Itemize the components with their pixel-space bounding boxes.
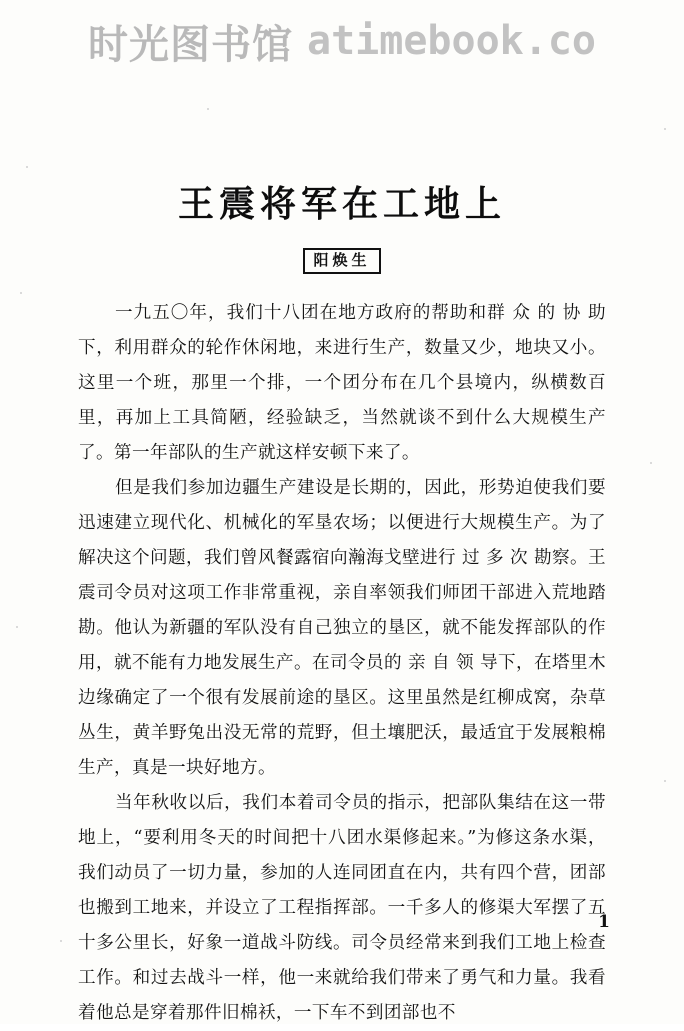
scan-speck bbox=[16, 626, 18, 628]
paragraph: 当年秋收以后，我们本着司令员的指示，把部队集结在这一带地上，“要利用冬天的时间把十八团水渠修起来。”为修这条水渠，我们动员了一切力量，参加的人连同团直在内，共有四个营，团部也搬到工地来，并设立了工程指挥部。一千多人的修渠大军摆了五十多公里长，好象一道战斗防线。司令员经常来到我们工地上检查工作。和过去战斗一样，他一来就给我们带来了勇气和力量。我看着他总是穿着那件旧棉袄，一下车不到团部也不 bbox=[78, 793, 606, 1023]
scan-speck bbox=[664, 128, 666, 130]
scan-speck bbox=[20, 292, 22, 294]
author-stamp bbox=[0, 248, 684, 274]
author-stamp-label: 阳焕生 bbox=[303, 248, 380, 274]
scan-speck bbox=[650, 462, 652, 464]
scan-speck bbox=[207, 108, 209, 110]
paragraph: 一九五〇年，我们十八团在地方政府的帮助和群 众 的 协 助下，利用群众的轮作休闲地，来进行生产，数量又少，地块又小。这里一个班，那里一个排，一个团分布在几个县境内，纵横数百里，再加上工具简陋，经验缺乏，当然就谈不到什么大规模生产了。第一年部队的生产就这样安顿下来了。 bbox=[78, 303, 606, 463]
page-number: 1 bbox=[598, 912, 610, 932]
scan-speck bbox=[664, 780, 666, 782]
watermark bbox=[0, 6, 684, 76]
watermark-chinese-text: 时光图书馆 bbox=[88, 20, 293, 68]
page-title: 王震将军在工地上 bbox=[177, 183, 506, 225]
paragraph: 但是我们参加边疆生产建设是长期的，因此，形势迫使我们要迅速建立现代化、机械化的军垦农场；以便进行大规模生产。为了解决这个问题，我们曾风餐露宿向瀚海戈壁进行 过 多 次 勘察。王震司令员对这项工作非常重视，亲自率领我们师团干部进入荒地踏勘。他认为新疆的军队没有自己独立的垦区，就不能发挥部队的作用，就不能有力地发展生产。在司令员的 亲 自 领 导下，在塔里木边缘确定了一个很有发展前途的垦区。这里虽然是红柳成窝，杂草丛生，黄羊野兔出没无常的荒野，但土壤肥沃，最适宜于发展粮棉生产，真是一块好地方。 bbox=[78, 478, 606, 778]
scan-speck bbox=[26, 166, 28, 168]
scan-speck bbox=[60, 940, 62, 942]
body-text bbox=[78, 296, 606, 1031]
watermark-latin-text: atimebook.co bbox=[307, 18, 596, 64]
